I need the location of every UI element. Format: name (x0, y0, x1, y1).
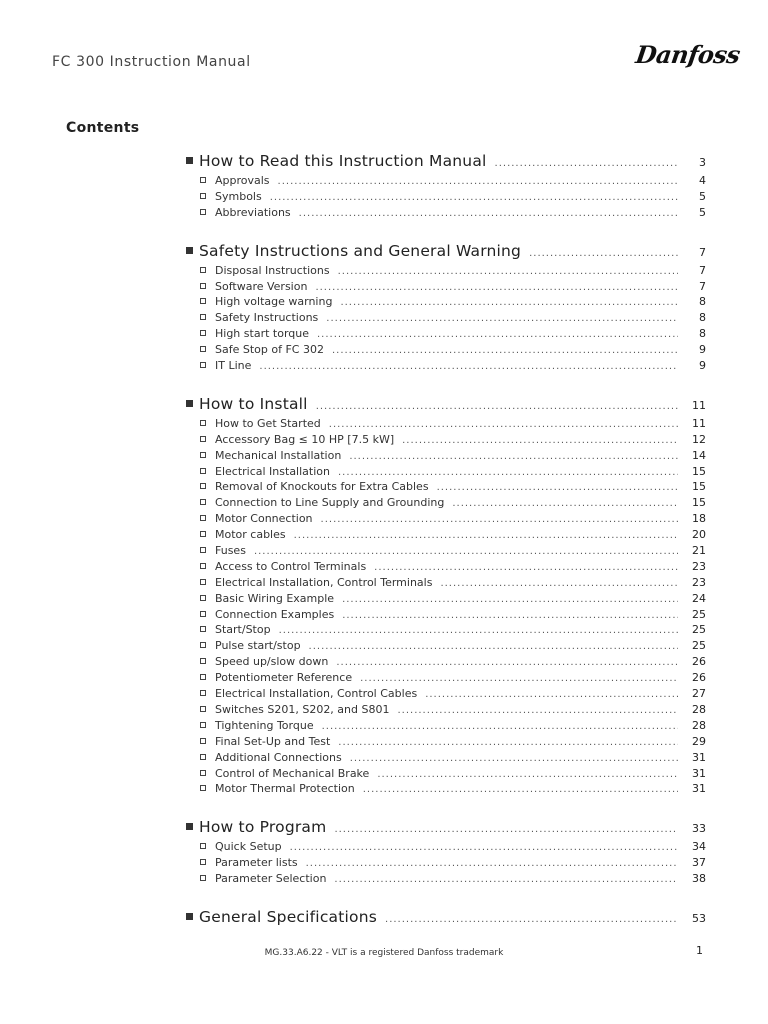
entry-title: Symbols (215, 189, 262, 203)
hollow-square-bullet-icon (200, 722, 206, 728)
entry-page: 26 (692, 671, 706, 685)
hollow-square-bullet-icon (200, 209, 206, 215)
entry-page: 29 (692, 734, 706, 748)
dot-leader (278, 176, 678, 187)
toc-entry[interactable] (186, 264, 706, 280)
toc-entry[interactable] (186, 719, 706, 735)
entry-page: 34 (692, 840, 706, 854)
hollow-square-bullet-icon (200, 563, 206, 569)
dot-leader (259, 361, 678, 372)
entry-page: 5 (699, 205, 706, 219)
dot-leader (360, 673, 678, 684)
entry-page: 25 (692, 639, 706, 653)
dot-leader (334, 874, 678, 885)
hollow-square-bullet-icon (200, 547, 206, 553)
dot-leader (317, 329, 678, 340)
toc-entry[interactable] (186, 327, 706, 343)
entry-page: 25 (692, 607, 706, 621)
dot-leader (495, 158, 678, 169)
entry-page: 25 (692, 623, 706, 637)
dot-leader (440, 578, 678, 589)
toc-entry[interactable] (186, 465, 706, 481)
dot-leader (363, 784, 678, 795)
entry-page: 8 (699, 327, 706, 341)
hollow-square-bullet-icon (200, 420, 206, 426)
entry-title: Switches S201, S202, and S801 (215, 702, 390, 716)
dot-leader (397, 705, 678, 716)
toc-entry[interactable] (186, 751, 706, 767)
dot-leader (306, 858, 678, 869)
entry-title: Electrical Installation, Control Terminals (215, 575, 433, 589)
toc-entry[interactable] (186, 687, 706, 703)
section-page: 33 (692, 822, 706, 836)
hollow-square-bullet-icon (200, 515, 206, 521)
hollow-square-bullet-icon (200, 595, 206, 601)
toc-entry[interactable] (186, 480, 706, 496)
entry-title: Parameter Selection (215, 872, 327, 886)
toc-section-heading[interactable] (186, 818, 706, 840)
toc-entry[interactable] (186, 856, 706, 872)
entry-page: 7 (699, 263, 706, 277)
entry-page: 23 (692, 575, 706, 589)
entry-title: Start/Stop (215, 623, 271, 637)
hollow-square-bullet-icon (200, 468, 206, 474)
toc-entry[interactable] (186, 671, 706, 687)
hollow-square-bullet-icon (200, 483, 206, 489)
dot-leader (350, 753, 678, 764)
entry-title: Fuses (215, 544, 246, 558)
dot-leader (342, 594, 678, 605)
hollow-square-bullet-icon (200, 193, 206, 199)
dot-leader (299, 208, 678, 219)
footer-text: MG.33.A6.22 - VLT is a registered Danfoss trademark (264, 948, 504, 958)
toc-entry[interactable] (186, 512, 706, 528)
entry-title: Control of Mechanical Brake (215, 766, 370, 780)
entry-title: High start torque (215, 327, 309, 341)
dot-leader (270, 192, 678, 203)
toc-entry[interactable] (186, 311, 706, 327)
entry-title: Additional Connections (215, 750, 342, 764)
dot-leader (342, 610, 678, 621)
hollow-square-bullet-icon (200, 690, 206, 696)
toc-entry[interactable] (186, 592, 706, 608)
entry-page: 4 (699, 174, 706, 187)
entry-page: 31 (692, 750, 706, 764)
toc-entry[interactable] (186, 703, 706, 719)
dot-leader (321, 514, 678, 525)
manual-title: FC 300 Instruction Manual (52, 54, 251, 70)
hollow-square-bullet-icon (200, 452, 206, 458)
dot-leader (254, 546, 678, 557)
filled-square-bullet-icon (186, 247, 193, 254)
entry-title: High voltage warning (215, 295, 333, 309)
toc-entry[interactable] (186, 417, 706, 433)
toc-entry[interactable] (186, 576, 706, 592)
entry-title: Tightening Torque (215, 718, 314, 732)
toc-section-heading[interactable] (186, 242, 706, 264)
entry-title: Potentiometer Reference (215, 671, 353, 685)
dot-leader (338, 467, 678, 478)
dot-leader (340, 297, 678, 308)
entry-page: 9 (699, 359, 706, 373)
section-title: Safety Instructions and General Warning (199, 241, 522, 260)
toc-entry[interactable] (186, 623, 706, 639)
toc-section (186, 395, 706, 798)
entry-title: Final Set-Up and Test (215, 734, 331, 748)
toc-entry[interactable] (186, 190, 706, 206)
entry-title: Abbreviations (215, 205, 291, 219)
entry-title: Pulse start/stop (215, 639, 301, 653)
hollow-square-bullet-icon (200, 499, 206, 505)
hollow-square-bullet-icon (200, 875, 206, 881)
dot-leader (374, 562, 678, 573)
toc-entry[interactable] (186, 496, 706, 512)
dot-leader (294, 530, 678, 541)
toc-entry[interactable] (186, 872, 706, 888)
hollow-square-bullet-icon (200, 283, 206, 289)
toc-entry[interactable] (186, 560, 706, 576)
entry-page: 12 (692, 432, 706, 446)
hollow-square-bullet-icon (200, 436, 206, 442)
toc-section-heading[interactable] (186, 395, 706, 417)
dot-leader (452, 498, 678, 509)
section-title: How to Read this Instruction Manual (199, 152, 487, 170)
hollow-square-bullet-icon (200, 362, 206, 368)
toc-entry[interactable] (186, 655, 706, 671)
entry-page: 23 (692, 559, 706, 573)
entry-title: Connection Examples (215, 607, 335, 621)
dot-leader (334, 824, 678, 835)
entry-title: Electrical Installation (215, 464, 330, 478)
entry-title: Mechanical Installation (215, 448, 342, 462)
toc-entry[interactable] (186, 840, 706, 856)
hollow-square-bullet-icon (200, 314, 206, 320)
dot-leader (315, 282, 678, 293)
entry-title: Motor cables (215, 528, 286, 542)
dot-leader (329, 419, 678, 430)
toc-section-heading[interactable] (186, 152, 706, 174)
entry-title: Speed up/slow down (215, 655, 329, 669)
toc-entry[interactable] (186, 639, 706, 655)
section-title: General Specifications (199, 907, 378, 926)
contents-heading: Contents (66, 120, 140, 136)
entry-page: 20 (692, 528, 706, 542)
dot-leader (377, 769, 678, 780)
entry-title: IT Line (215, 359, 252, 373)
dot-leader (336, 657, 678, 668)
entry-page: 27 (692, 687, 706, 701)
entry-page: 21 (692, 544, 706, 558)
entry-page: 38 (692, 872, 706, 886)
hollow-square-bullet-icon (200, 298, 206, 304)
entry-page: 31 (692, 782, 706, 796)
entry-page: 28 (692, 702, 706, 716)
hollow-square-bullet-icon (200, 738, 206, 744)
entry-title: Software Version (215, 279, 308, 293)
dot-leader (338, 266, 678, 277)
toc-section (186, 908, 706, 930)
hollow-square-bullet-icon (200, 177, 206, 183)
filled-square-bullet-icon (186, 913, 193, 920)
entry-page: 7 (699, 279, 706, 293)
toc-entry[interactable] (186, 433, 706, 449)
toc-entry[interactable] (186, 735, 706, 751)
section-page: 3 (699, 156, 706, 169)
entry-page: 9 (699, 343, 706, 357)
toc-entry[interactable] (186, 295, 706, 311)
dot-leader (529, 248, 678, 259)
dot-leader (437, 482, 678, 493)
toc-entry[interactable] (186, 449, 706, 465)
dot-leader (316, 401, 678, 412)
entry-title: Access to Control Terminals (215, 559, 367, 573)
entry-title: How to Get Started (215, 416, 321, 430)
entry-title: Quick Setup (215, 840, 282, 854)
dot-leader (338, 737, 678, 748)
toc-entry[interactable] (186, 767, 706, 783)
toc-section (186, 818, 706, 888)
hollow-square-bullet-icon (200, 267, 206, 273)
hollow-square-bullet-icon (200, 843, 206, 849)
entry-title: Safety Instructions (215, 311, 319, 325)
hollow-square-bullet-icon (200, 531, 206, 537)
hollow-square-bullet-icon (200, 626, 206, 632)
hollow-square-bullet-icon (200, 859, 206, 865)
entry-page: 28 (692, 718, 706, 732)
toc-entry[interactable] (186, 608, 706, 624)
hollow-square-bullet-icon (200, 330, 206, 336)
hollow-square-bullet-icon (200, 770, 206, 776)
entry-page: 15 (692, 464, 706, 478)
toc-entry[interactable] (186, 343, 706, 359)
entry-title: Disposal Instructions (215, 263, 330, 277)
dot-leader (322, 721, 678, 732)
hollow-square-bullet-icon (200, 346, 206, 352)
entry-page: 8 (699, 295, 706, 309)
page-number: 1 (696, 944, 703, 957)
hollow-square-bullet-icon (200, 754, 206, 760)
dot-leader (385, 914, 678, 925)
section-page: 11 (692, 398, 706, 412)
hollow-square-bullet-icon (200, 785, 206, 791)
hollow-square-bullet-icon (200, 674, 206, 680)
section-page: 53 (692, 911, 706, 925)
entry-page: 11 (692, 416, 706, 430)
entry-page: 24 (692, 591, 706, 605)
section-title: How to Program (199, 818, 327, 837)
entry-page: 37 (692, 856, 706, 870)
toc-entry[interactable] (186, 359, 706, 375)
entry-title: Safe Stop of FC 302 (215, 343, 324, 357)
entry-page: 18 (692, 512, 706, 526)
hollow-square-bullet-icon (200, 642, 206, 648)
entry-title: Parameter lists (215, 856, 298, 870)
entry-page: 31 (692, 766, 706, 780)
entry-title: Connection to Line Supply and Grounding (215, 496, 445, 510)
toc-section-heading[interactable] (186, 908, 706, 930)
entry-title: Electrical Installation, Control Cables (215, 687, 418, 701)
filled-square-bullet-icon (186, 823, 193, 830)
dot-leader (309, 641, 678, 652)
danfoss-logo: Danfoss (633, 40, 742, 69)
entry-page: 15 (692, 480, 706, 494)
entry-title: Motor Thermal Protection (215, 782, 355, 796)
toc-entry[interactable] (186, 544, 706, 560)
toc-entry[interactable] (186, 174, 706, 190)
entry-title: Accessory Bag ≤ 10 HP [7.5 kW] (215, 432, 395, 446)
entry-title: Removal of Knockouts for Extra Cables (215, 480, 429, 494)
toc-entry[interactable] (186, 280, 706, 296)
hollow-square-bullet-icon (200, 658, 206, 664)
entry-page: 15 (692, 496, 706, 510)
filled-square-bullet-icon (186, 157, 193, 164)
hollow-square-bullet-icon (200, 611, 206, 617)
entry-page: 8 (699, 311, 706, 325)
dot-leader (326, 313, 678, 324)
table-of-contents (186, 152, 706, 950)
dot-leader (349, 451, 678, 462)
toc-entry[interactable] (186, 782, 706, 798)
hollow-square-bullet-icon (200, 706, 206, 712)
entry-title: Approvals (215, 174, 270, 187)
dot-leader (279, 625, 678, 636)
dot-leader (332, 345, 678, 356)
section-page: 7 (699, 245, 706, 259)
entry-title: Basic Wiring Example (215, 591, 335, 605)
dot-leader (402, 435, 678, 446)
toc-entry[interactable] (186, 206, 706, 222)
toc-section (186, 242, 706, 375)
hollow-square-bullet-icon (200, 579, 206, 585)
entry-page: 26 (692, 655, 706, 669)
filled-square-bullet-icon (186, 400, 193, 407)
section-title: How to Install (199, 394, 308, 413)
toc-entry[interactable] (186, 528, 706, 544)
entry-title: Motor Connection (215, 512, 313, 526)
toc-section (186, 152, 706, 222)
dot-leader (290, 842, 678, 853)
entry-page: 14 (692, 448, 706, 462)
dot-leader (425, 689, 678, 700)
entry-page: 5 (699, 189, 706, 203)
